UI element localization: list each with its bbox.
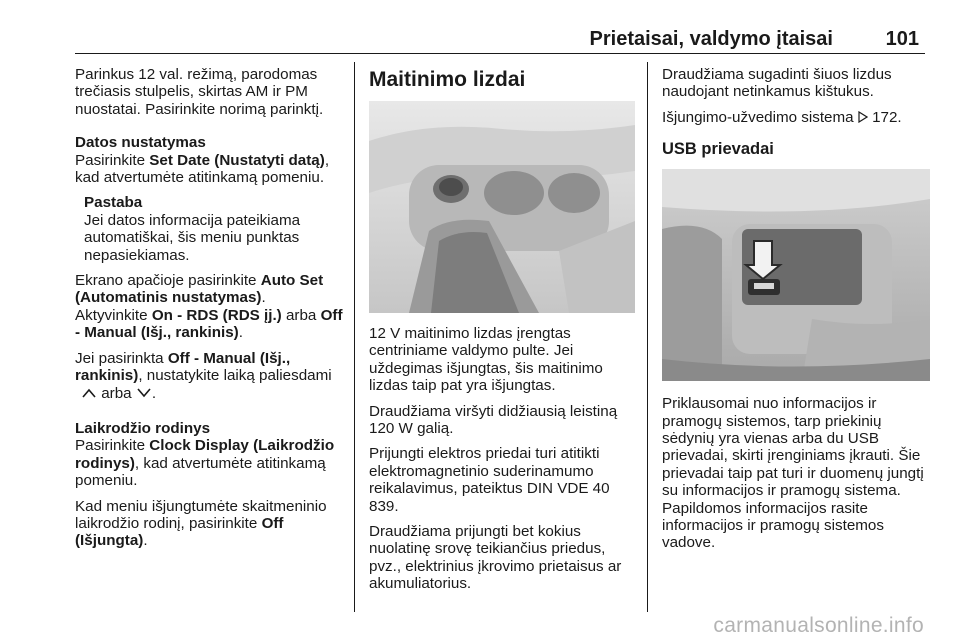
paragraph: Pasirinkite Set Date (Nustatyti datą), kad atvertumėte atitinkamą pomeniu. (75, 151, 330, 187)
page-reference: 172. (872, 108, 902, 126)
column-right (662, 66, 930, 560)
menu-option: Off - Manual (Išj., rankinis) (75, 306, 343, 342)
power-outlet-photo (369, 101, 635, 313)
page-number: 101 (885, 28, 919, 50)
page-header (75, 28, 925, 54)
menu-option: Off (Išjungta) (75, 514, 284, 550)
chevron-down-icon (136, 386, 152, 404)
paragraph: Draudžiama prijungti bet kokius nuolatinę srovę teikiančius priedus, pvz., elektrinius įkrovimo prietaisus ar akumuliatorius. (369, 523, 622, 593)
header-title: Prietaisai, valdymo įtaisai (589, 28, 833, 50)
paragraph: Draudžiama viršyti didžiausią leistiną 120 W galią. (369, 402, 618, 438)
usb-port-photo (662, 169, 930, 381)
paragraph: Ekrano apačioje pasirinkite Auto Set (Automatinis nustatymas). (75, 272, 324, 307)
paragraph: Prijungti elektros priedai turi atitikti elektromagnetinio suderinamumo reikalavimus, pateiktus DIN VDE 40 839. (369, 445, 610, 515)
paragraph: Aktyvinkite On - RDS (RDS įj.) arba Off - Manual (Išj., rankinis). (75, 306, 343, 342)
column-middle (369, 66, 635, 601)
chevron-up-icon (81, 386, 97, 404)
note-text: Jei datos informacija pateikiama automatiškai, šis meniu punktas nepasiekiamas. (84, 211, 301, 264)
menu-option: Clock Display (Laikrodžio rodinys) (75, 437, 335, 472)
menu-option: Auto Set (Automatinis nustatymas) (75, 272, 324, 307)
paragraph: Priklausomai nuo informacijos ir pramogų sistemos, tarp priekinių sėdynių yra vienas arba du USB prievadai, skirti įrenginiams įkrauti. Šie prievadai taip pat turi ir duomenų jungtį su informacijos ir pramogų sistema. Papildomos informacijos rasite informacijos ir pramogų sistemos vadove. (662, 395, 924, 552)
paragraph: Jei pasirinkta Off - Manual (Išj., rankinis), nustatykite laiką paliesdami arba . (75, 350, 350, 404)
note-title: Pastaba (84, 194, 143, 212)
column-divider (647, 62, 648, 612)
paragraph: 12 V maitinimo lizdas įrengtas centriniame valdymo pulte. Jei uždegimas išjungtas, šis maitinimo lizdas taip pat yra išjungtas. (369, 325, 603, 395)
paragraph: Kad meniu išjungtumėte skaitmeninio laikrodžio rodinį, pasirinkite Off (Išjungta). (75, 497, 327, 550)
page-reference-icon (858, 110, 868, 127)
menu-option: Set Date (Nustatyti datą) (149, 151, 325, 169)
clock-heading: Laikrodžio rodinys (75, 419, 211, 437)
watermark: carmanualsonline.info (713, 614, 924, 637)
paragraph: Parinkus 12 val. režimą, parodomas trečiasis stulpelis, skirtas AM ir PM nuostatai. Pasirinkite norimą parinktį. (75, 66, 324, 118)
menu-option: On - RDS (RDS įj.) (151, 306, 282, 324)
menu-option: Off - Manual (Išj., rankinis) (75, 349, 291, 385)
date-heading: Datos nustatymas (75, 134, 206, 152)
column-divider (354, 62, 355, 612)
paragraph: Išjungimo-užvedimo sistema 172. (662, 108, 902, 126)
note-box (75, 194, 350, 264)
paragraph: Draudžiama sugadinti šiuos lizdus naudojant netinkamus kištukus. (662, 66, 892, 101)
column-left (75, 66, 350, 558)
section-heading: USB prievadai (662, 140, 774, 159)
paragraph: Pasirinkite Clock Display (Laikrodžio rodinys), kad atvertumėte atitinkamą pomeniu. (75, 437, 335, 490)
section-heading: Maitinimo lizdai (369, 68, 526, 91)
